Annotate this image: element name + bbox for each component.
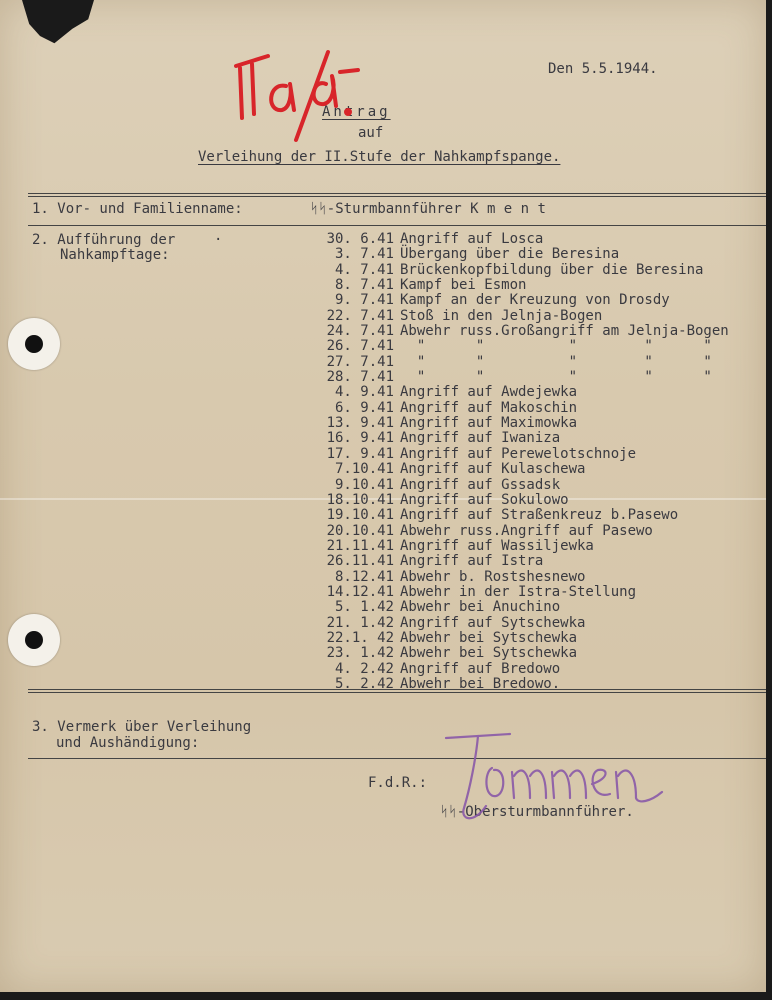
entry-row: [300, 293, 729, 308]
entry-date: 20.10.41: [326, 522, 394, 539]
entry-row: [300, 462, 729, 477]
entry-text: Abwehr in der Istra-Stellung: [400, 583, 637, 600]
signature: [440, 728, 680, 828]
entry-row: [300, 646, 729, 661]
entry-row: [300, 447, 729, 462]
entry-text: Abwehr b. Rostshesnewo: [400, 568, 586, 585]
entry-date: 30. 6.41: [326, 231, 394, 247]
entry-row: [300, 247, 729, 262]
fdr-label: F.d.R.:: [368, 775, 428, 791]
red-handwritten-mark: [228, 48, 368, 144]
entry-row: [300, 278, 729, 293]
rule-section1: [28, 225, 766, 226]
entry-date: 5. 1.42: [334, 599, 394, 616]
entry-text: Angriff auf Losca: [400, 231, 544, 247]
entry-date: 6. 9.41: [334, 399, 394, 416]
entry-date: 24. 7.41: [326, 323, 394, 340]
entry-date: 26.11.41: [326, 553, 394, 570]
section3-label-2: und Aushändigung:: [56, 735, 200, 751]
entry-text: " " " " ": [400, 353, 712, 370]
section2-label-2: Nahkampftage:: [60, 247, 170, 263]
entry-date: 3. 7.41: [334, 246, 394, 263]
section2-label-1: 2. Aufführung der: [32, 232, 176, 248]
entry-text: Angriff auf Bredowo: [400, 660, 561, 677]
entry-text: Angriff auf Istra: [400, 553, 544, 570]
entry-text: Abwehr russ.Angriff auf Pasewo: [400, 522, 653, 539]
entry-date: 14.12.41: [326, 583, 394, 600]
entry-text: Angriff auf Straßenkreuz b.Pasewo: [400, 507, 679, 524]
entry-date: 16. 9.41: [326, 430, 394, 447]
punch-hole-top: [8, 318, 60, 370]
nahkampftage-list: [300, 232, 729, 692]
entry-date: 4. 7.41: [334, 261, 394, 278]
entry-text: Kampf an der Kreuzung von Drosdy: [400, 292, 670, 309]
signer-rank: ᛋᛋ-Obersturmbannführer.: [440, 804, 634, 820]
document-title: Antrag: [322, 104, 391, 120]
entry-text: Abwehr bei Anuchino: [400, 599, 561, 616]
entry-date: 7.10.41: [334, 461, 394, 478]
entry-text: Angriff auf Awdejewka: [400, 384, 578, 401]
entry-date: 13. 9.41: [326, 415, 394, 432]
section1-label: 1. Vor- und Familienname:: [32, 201, 243, 217]
entry-date: 21. 1.42: [326, 614, 394, 631]
entry-text: " " " " ": [400, 369, 712, 386]
entry-text: Brückenkopfbildung über die Beresina: [400, 261, 704, 278]
entry-text: Angriff auf Iwaniza: [400, 430, 561, 447]
entry-row: [300, 631, 729, 646]
entry-text: Angriff auf Maximowka: [400, 415, 578, 432]
entry-date: 18.10.41: [326, 491, 394, 508]
entry-text: Angriff auf Gssadsk: [400, 476, 561, 493]
rule-section2: [28, 689, 766, 693]
entry-text: Angriff auf Sytschewka: [400, 614, 586, 631]
entry-date: 28. 7.41: [326, 369, 394, 386]
entry-row: [300, 339, 729, 354]
entry-text: Angriff auf Perewelotschnoje: [400, 445, 637, 462]
entry-row: [300, 662, 729, 677]
section3-label-1: 3. Vermerk über Verleihung: [32, 719, 252, 735]
entry-date: 19.10.41: [326, 507, 394, 524]
entry-date: 17. 9.41: [326, 445, 394, 462]
entry-date: 4. 9.41: [334, 384, 394, 401]
entry-row: [300, 401, 729, 416]
entry-row: [300, 324, 729, 339]
entry-row: [300, 539, 729, 554]
entry-date: 21.11.41: [326, 537, 394, 554]
entry-row: [300, 524, 729, 539]
entry-date: 22. 7.41: [326, 307, 394, 324]
punch-hole-bottom: [8, 614, 60, 666]
entry-text: Abwehr russ.Großangriff am Jelnja-Bogen: [400, 323, 729, 340]
entry-date: 4. 2.42: [334, 660, 394, 677]
entry-row: [300, 585, 729, 600]
entry-row: [300, 508, 729, 523]
entry-text: Abwehr bei Bredowo.: [400, 675, 561, 692]
entry-date: 22.1. 42: [326, 629, 394, 646]
entry-text: Angriff auf Makoschin: [400, 399, 578, 416]
entry-date: 9. 7.41: [334, 292, 394, 309]
section1-value: ᛋᛋ-Sturmbannführer K m e n t: [310, 201, 546, 217]
entry-row: [300, 600, 729, 615]
entry-date: 27. 7.41: [326, 353, 394, 370]
entry-text: " " " " ": [400, 338, 712, 355]
entry-date: 23. 1.42: [326, 645, 394, 662]
entry-row: [300, 478, 729, 493]
entry-text: Angriff auf Sokulowo: [400, 491, 569, 508]
entry-row: [300, 570, 729, 585]
title-auf: auf: [358, 125, 384, 141]
entry-text: Angriff auf Wassiljewka: [400, 537, 594, 554]
entry-date: 9.10.41: [334, 476, 394, 493]
entry-row: [300, 309, 729, 324]
entry-row: [300, 431, 729, 446]
entry-text: Angriff auf Kulaschewa: [400, 461, 586, 478]
rule-top: [28, 193, 766, 197]
entry-row: [300, 263, 729, 278]
entry-row: [300, 385, 729, 400]
entry-row: [300, 616, 729, 631]
entry-text: Abwehr bei Sytschewka: [400, 645, 578, 662]
entry-date: 26. 7.41: [326, 338, 394, 355]
entry-row: [300, 416, 729, 431]
entry-text: Stoß in den Jelnja-Bogen: [400, 307, 603, 324]
entry-row: [300, 355, 729, 370]
entry-row: [300, 493, 729, 508]
stray-dot: ·: [214, 232, 223, 248]
entry-row: [300, 370, 729, 385]
torn-corner: [22, 0, 94, 48]
entry-text: Übergang über die Beresina: [400, 246, 620, 263]
entry-date: 5. 2.42: [334, 675, 394, 692]
entry-date: 8.12.41: [334, 568, 394, 585]
entry-text: Abwehr bei Sytschewka: [400, 629, 578, 646]
document-date: Den 5.5.1944.: [548, 61, 658, 77]
entry-row: [300, 554, 729, 569]
title-subject: Verleihung der II.Stufe der Nahkampfspange.: [198, 149, 561, 165]
entry-text: Kampf bei Esmon: [400, 277, 527, 294]
entry-date: 8. 7.41: [334, 277, 394, 294]
